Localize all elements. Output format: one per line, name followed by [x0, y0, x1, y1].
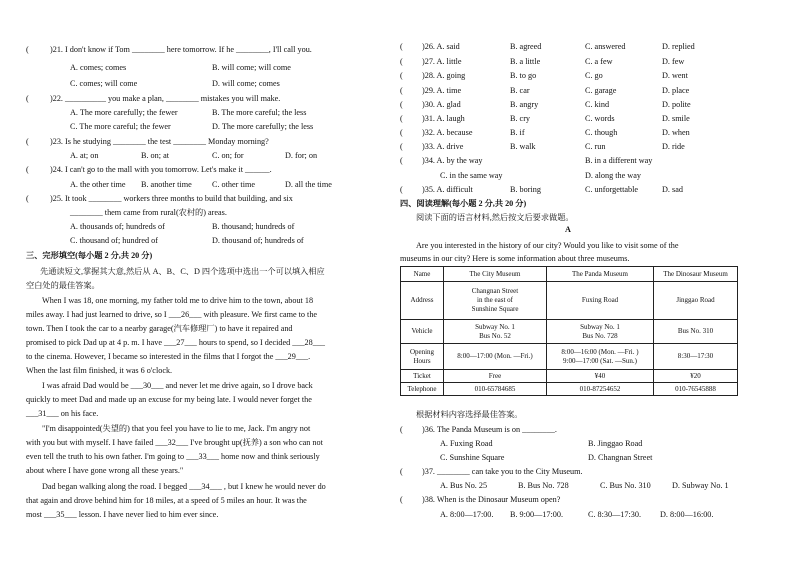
q24-option-d: D. all the time	[285, 180, 332, 189]
q31-option-b: B. cry	[510, 114, 531, 123]
passage-line: When I was 18, one morning, my father told me to drive him to the town, about 18	[42, 296, 314, 305]
q34-option-d: D. along the way	[585, 171, 641, 180]
q28-option-b: B. to go	[510, 71, 537, 80]
section3-instruction-2: 空白处的最佳答案。	[26, 281, 100, 290]
q30-option-b: B. angry	[510, 100, 539, 109]
q36-option-d: D. Changnan Street	[588, 453, 653, 462]
q34-option-c: C. in the same way	[440, 171, 503, 180]
q34-option-b: B. in a different way	[585, 156, 653, 165]
passage-line: When the last film finished, it was 6 o'clock.	[26, 366, 173, 375]
table-cell: 8:00—17:00 (Mon. —Fri.)	[444, 344, 547, 370]
q32-paren: (	[400, 128, 403, 137]
section3-instruction-1: 先通读短文,掌握其大意,然后从 A、B、C、D 四个选项中选出一个可以填入相应	[40, 267, 325, 276]
q22-option-a: A. The more carefully; the fewer	[70, 108, 178, 117]
q30-option-c: C. kind	[585, 100, 610, 109]
q30-option-d: D. polite	[662, 100, 691, 109]
q36-paren: (	[400, 425, 403, 434]
table-cell: Telephone	[401, 383, 444, 396]
q33-paren: (	[400, 142, 403, 151]
table-header-row	[401, 267, 738, 282]
q23-paren: (	[26, 137, 29, 146]
table-row	[401, 320, 738, 344]
q37-paren: (	[400, 467, 403, 476]
q27-option-d: D. few	[662, 57, 685, 66]
q23-option-a: A. at; on	[70, 151, 99, 160]
q30-paren: (	[400, 100, 403, 109]
q26-paren: (	[400, 42, 403, 51]
passage-line: ___31___ on his face.	[26, 409, 99, 418]
q23-option-b: B. on; at	[141, 151, 169, 160]
table-row	[401, 370, 738, 383]
q23-option-c: C. on; for	[212, 151, 244, 160]
q31-option-d: D. smile	[662, 114, 690, 123]
q22-paren: (	[26, 94, 29, 103]
passage-line: town. Then I took the car to a nearby garage(汽车修理厂) to have it repaired and	[26, 324, 293, 333]
q37-option-b: B. Bus No. 728	[518, 481, 569, 490]
q31-option-c: C. words	[585, 114, 615, 123]
q36-option-b: B. Jinggao Road	[588, 439, 643, 448]
table-cell: 010-87254652	[547, 383, 654, 396]
q23-option-d: D. for; on	[285, 151, 318, 160]
q35-option-c: C. unforgettable	[585, 185, 639, 194]
passage-line: I was afraid Dad would be ___30___ and never let me drive again, so I drove back	[42, 381, 313, 390]
q33-option-d: D. ride	[662, 142, 685, 151]
table-header-cell: The Panda Museum	[547, 267, 654, 282]
q32-option-a: )32. A. because	[422, 128, 473, 137]
table-cell: Ticket	[401, 370, 444, 383]
q21-option-d: D. will come; comes	[212, 79, 280, 88]
q27-option-a: )27. A. little	[422, 57, 462, 66]
table-cell: Changnan Street in the east of Sunshine Square	[444, 282, 547, 320]
q37-option-a: A. Bus No. 25	[440, 481, 488, 490]
table-header-cell: The City Museum	[444, 267, 547, 282]
q31-paren: (	[400, 114, 403, 123]
q21-option-b: B. will come; will come	[212, 63, 291, 72]
q26-option-d: D. replied	[662, 42, 695, 51]
q22-option-c: C. The more careful; the fewer	[70, 122, 171, 131]
table-cell: Subway No. 1 Bus No. 52	[444, 320, 547, 344]
q35-option-b: B. boring	[510, 185, 541, 194]
table-row	[401, 282, 738, 320]
q25-stem-line1: )25. It took ________ workers three months to build that building, and six	[50, 194, 293, 203]
q38-option-a: A. 8:00—17:00.	[440, 510, 494, 519]
section4-instruction: 阅读下面的语言材料,然后按文后要求做题。	[416, 213, 574, 222]
q24-option-c: C. other time	[212, 180, 255, 189]
q24-option-b: B. another time	[141, 180, 192, 189]
q38-option-b: B. 9:00—17:00.	[510, 510, 563, 519]
table-cell: Free	[444, 370, 547, 383]
q25-stem-line2: ________ them came from rural(农村的) areas.	[70, 208, 227, 217]
q22-option-b: B. The more careful; the less	[212, 108, 307, 117]
q32-option-b: B. if	[510, 128, 525, 137]
q34-option-a: )34. A. by the way	[422, 156, 483, 165]
q28-option-d: D. went	[662, 71, 688, 80]
passage-line: even tell the truth to his own father. I'm going to ___33___ home now and think seriously	[26, 452, 320, 461]
q27-option-b: B. a little	[510, 57, 541, 66]
q32-option-c: C. though	[585, 128, 618, 137]
table-header-cell: The Dinosaur Museum	[654, 267, 738, 282]
table-cell: 010-76545888	[654, 383, 738, 396]
q31-option-a: )31. A. laugh	[422, 114, 465, 123]
passage-line: quickly to meet Dad and made up an excuse for my being late. I would never forget the	[26, 395, 312, 404]
q21-stem: )21. I don't know if Tom ________ here tomorrow. If he ________, I'll call you.	[50, 45, 312, 54]
passage-line: to the cinema. However, I became so interested in the films that I forgot the ___29___.	[26, 352, 311, 361]
passage-line: that again and drove behind him for 18 miles, at a speed of 5 miles an hour. It was the	[26, 496, 307, 505]
q29-option-c: C. garage	[585, 86, 617, 95]
passage-line: "I'm disappointed(失望的) that you feel you have to lie to me, Jack. I'm angry not	[42, 424, 311, 433]
table-row	[401, 383, 738, 396]
q26-option-a: )26. A. said	[422, 42, 460, 51]
q29-option-a: )29. A. time	[422, 86, 462, 95]
table-cell: Bus No. 310	[654, 320, 738, 344]
q32-option-d: D. when	[662, 128, 690, 137]
passage-line: with you but with myself. I have failed ___32___ I've brought up(抚养) a son who can not	[26, 438, 323, 447]
q29-paren: (	[400, 86, 403, 95]
q37-option-d: D. Subway No. 1	[672, 481, 729, 490]
table-header-cell: Name	[401, 267, 444, 282]
q22-stem: )22. __________ you make a plan, ________ mistakes you will make.	[50, 94, 281, 103]
table-cell: Vehicle	[401, 320, 444, 344]
part-a-heading: A	[565, 225, 571, 234]
table-cell: 010-65784685	[444, 383, 547, 396]
q30-option-a: )30. A. glad	[422, 100, 461, 109]
q24-stem: )24. I can't go to the mall with you tomorrow. Let's make it ______.	[50, 165, 272, 174]
q21-option-a: A. comes; comes	[70, 63, 127, 72]
q33-option-b: B. walk	[510, 142, 536, 151]
q25-paren: (	[26, 194, 29, 203]
table-cell: Fuxing Road	[547, 282, 654, 320]
passage-line: promised to pick Dad up at 4 p. m. I have ___27___ hours to spend, so I decided ___28___	[26, 338, 326, 347]
passage-line: most ___35___ lesson. I have never lied to him ever since.	[26, 510, 219, 519]
q25-option-d: D. thousand of; hundreds of	[212, 236, 304, 245]
intro-line-1: Are you interested in the history of our city? Would you like to visit some of the	[416, 241, 679, 250]
q24-option-a: A. the other time	[70, 180, 126, 189]
table-cell: Subway No. 1 Bus No. 728	[547, 320, 654, 344]
q28-paren: (	[400, 71, 403, 80]
q36-option-c: C. Sunshine Square	[440, 453, 505, 462]
q27-paren: (	[400, 57, 403, 66]
q28-option-a: )28. A. going	[422, 71, 466, 80]
q25-option-a: A. thousands of; hundreds of	[70, 222, 165, 231]
table-cell: ¥40	[547, 370, 654, 383]
table-cell: Opening Hours	[401, 344, 444, 370]
section3-title: 三、完形填空(每小题 2 分,共 20 分)	[26, 251, 153, 260]
q21-paren: (	[26, 45, 29, 54]
q26-option-b: B. agreed	[510, 42, 542, 51]
table-row	[401, 344, 738, 370]
q37-option-c: C. Bus No. 310	[600, 481, 651, 490]
q24-paren: (	[26, 165, 29, 174]
passage-line: about where I have gone wrong all these years."	[26, 466, 184, 475]
q37-stem: )37. ________ can take you to the City Museum.	[422, 467, 583, 476]
intro-line-2: museums in our city? Here is some information about three museums.	[400, 254, 630, 263]
q35-option-d: D. sad	[662, 185, 683, 194]
q25-option-b: B. thousand; hundreds of	[212, 222, 295, 231]
table-cell: ¥20	[654, 370, 738, 383]
q29-option-d: D. place	[662, 86, 690, 95]
q23-stem: )23. Is he studying ________ the test ________ Monday morning?	[50, 137, 269, 146]
q28-option-c: C. go	[585, 71, 603, 80]
table-cell: Address	[401, 282, 444, 320]
q35-paren: (	[400, 185, 403, 194]
q26-option-c: C. answered	[585, 42, 626, 51]
passage-line: miles away. I had just learned to drive, so I ___26___ with pleasure. We first came to the	[26, 310, 318, 319]
q25-option-c: C. thousand of; hundred of	[70, 236, 159, 245]
q38-stem: )38. When is the Dinosaur Museum open?	[422, 495, 561, 504]
q27-option-c: C. a few	[585, 57, 613, 66]
q38-option-d: D. 8:00—16:00.	[660, 510, 714, 519]
instruction-after-table: 根据材料内容选择最佳答案。	[416, 410, 523, 419]
section4-title: 四、阅读理解(每小题 2 分,共 20 分)	[400, 199, 527, 208]
passage-line: Dad began walking along the road. I begged ___34___ , but I knew he would never do	[42, 482, 326, 491]
q33-option-a: )33. A. drive	[422, 142, 464, 151]
q36-stem: )36. The Panda Museum is on ________.	[422, 425, 557, 434]
q21-option-c: C. comes; will come	[70, 79, 138, 88]
q38-option-c: C. 8:30—17:30.	[588, 510, 641, 519]
q34-paren: (	[400, 156, 403, 165]
q22-option-d: D. The more carefully; the less	[212, 122, 314, 131]
museum-table	[400, 266, 738, 396]
q36-option-a: A. Fuxing Road	[440, 439, 493, 448]
q38-paren: (	[400, 495, 403, 504]
q33-option-c: C. run	[585, 142, 606, 151]
q29-option-b: B. car	[510, 86, 530, 95]
table-cell: 8:30—17:30	[654, 344, 738, 370]
table-cell: 8:00—16:00 (Mon. —Fri. ) 9:00—17:00 (Sat. —Sun.)	[547, 344, 654, 370]
q35-option-a: )35. A. difficult	[422, 185, 473, 194]
table-cell: Jinggao Road	[654, 282, 738, 320]
